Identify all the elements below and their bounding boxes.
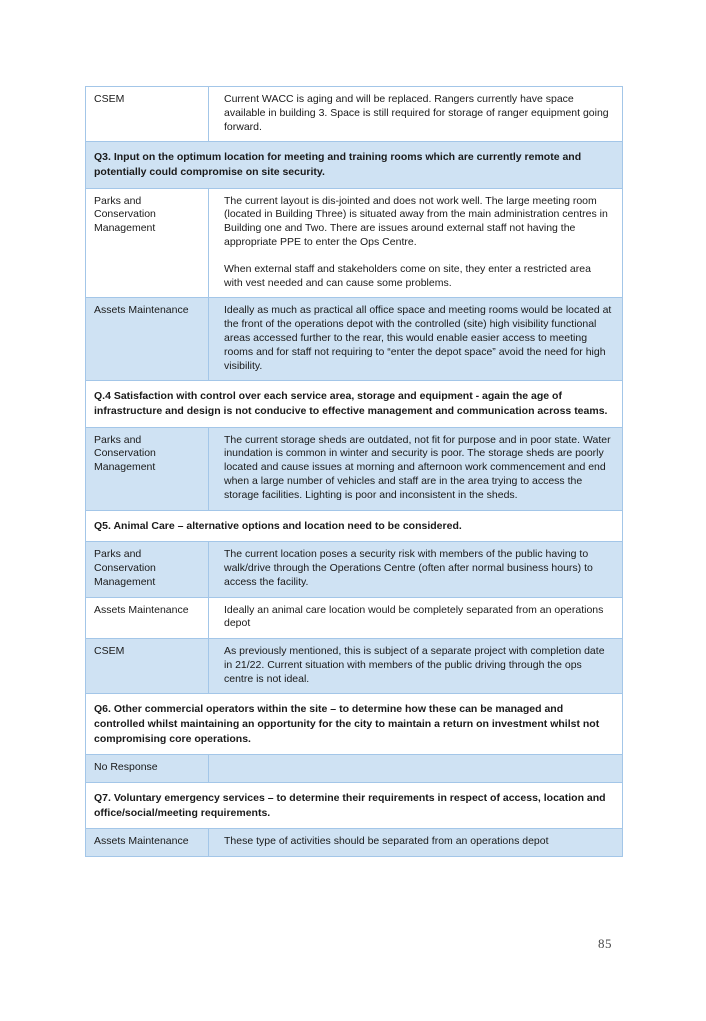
response-cell xyxy=(209,542,623,597)
respondent-cell: Parks and Conservation Management xyxy=(86,188,209,298)
respondent-cell: No Response xyxy=(86,755,209,783)
response-paragraph: As previously mentioned, this is subject of a separate project with completion date in 21/22. Current situation with members of the public driving through the ops centre is not ideal. xyxy=(224,645,605,685)
question-cell: Q6. Other commercial operators within the site – to determine how these can be managed and controlled whilst maintaining an opportunity for the city to maintain a return on investment whilst not compromising core operations. xyxy=(86,694,623,755)
question-row xyxy=(86,510,623,542)
response-cell xyxy=(209,87,623,142)
response-paragraph: Current WACC is aging and will be replaced. Rangers currently have space available in building 3. Space is still required for storage of ranger equipment going forward. xyxy=(224,93,609,133)
respondent-cell: Assets Maintenance xyxy=(86,829,209,857)
table-row xyxy=(86,755,623,783)
response-cell xyxy=(209,597,623,639)
response-paragraph: When external staff and stakeholders come on site, they enter a restricted area with vest needed and can cause some problems. xyxy=(224,262,591,289)
question-row xyxy=(86,381,623,427)
question-row xyxy=(86,783,623,829)
respondent-cell: Assets Maintenance xyxy=(86,298,209,381)
table-row xyxy=(86,639,623,694)
table-row xyxy=(86,829,623,857)
response-paragraph: The current storage sheds are outdated, not fit for purpose and in poor state. Water inundation is common in winter and security is poor. The storage sheds are poorly located and cause issues at morning and afternoon work commencement and end when a large number of vehicles and staff are in the area trying to access the storage facilities. Lighting is poor and inconsistent in the sheds. xyxy=(224,433,611,501)
response-cell xyxy=(209,639,623,694)
table-row xyxy=(86,427,623,510)
question-row xyxy=(86,694,623,755)
response-paragraph: These type of activities should be separated from an operations depot xyxy=(224,835,549,848)
response-paragraph: Ideally an animal care location would be completely separated from an operations depot xyxy=(224,603,604,630)
respondent-cell: CSEM xyxy=(86,87,209,142)
question-cell: Q7. Voluntary emergency services – to determine their requirements in respect of access, location and office/social/meeting requirements. xyxy=(86,783,623,829)
table-row xyxy=(86,542,623,597)
table-row xyxy=(86,188,623,298)
response-cell xyxy=(209,427,623,510)
response-cell xyxy=(209,829,623,857)
respondent-cell: Parks and Conservation Management xyxy=(86,542,209,597)
page-number: 85 xyxy=(598,936,612,951)
response-cell xyxy=(209,298,623,381)
respondent-cell: CSEM xyxy=(86,639,209,694)
response-paragraph: The current location poses a security risk with members of the public having to walk/drive through the Operations Centre (often after normal business hours) to access the facility. xyxy=(224,548,593,588)
question-cell: Q3. Input on the optimum location for meeting and training rooms which are currently remote and potentially could compromise on site security. xyxy=(86,142,623,188)
table-row xyxy=(86,298,623,381)
question-cell: Q.4 Satisfaction with control over each service area, storage and equipment - again the age of infrastructure and design is not conducive to effective management and communication across teams. xyxy=(86,381,623,427)
question-row xyxy=(86,142,623,188)
response-cell xyxy=(209,755,623,783)
survey-responses-table xyxy=(85,86,623,857)
response-paragraph: Ideally as much as practical all office space and meeting rooms would be located at the front of the operations depot with the controlled (site) high visibility functional areas accessed further to the rear, this would enable easier access to meeting rooms and for staff not requiring to “enter the depot space” avoid the need for high visibility. xyxy=(224,304,612,372)
table-row xyxy=(86,87,623,142)
response-cell xyxy=(209,188,623,298)
table-row xyxy=(86,597,623,639)
response-paragraph: The current layout is dis-jointed and does not work well. The large meeting room (located in Building Three) is situated away from the main administration centres in Building one and Two. There are issues around external staff not having the appropriate PPE to enter the Ops Centre. xyxy=(224,194,608,248)
respondent-cell: Parks and Conservation Management xyxy=(86,427,209,510)
respondent-cell: Assets Maintenance xyxy=(86,597,209,639)
question-cell: Q5. Animal Care – alternative options and location need to be considered. xyxy=(86,510,623,542)
